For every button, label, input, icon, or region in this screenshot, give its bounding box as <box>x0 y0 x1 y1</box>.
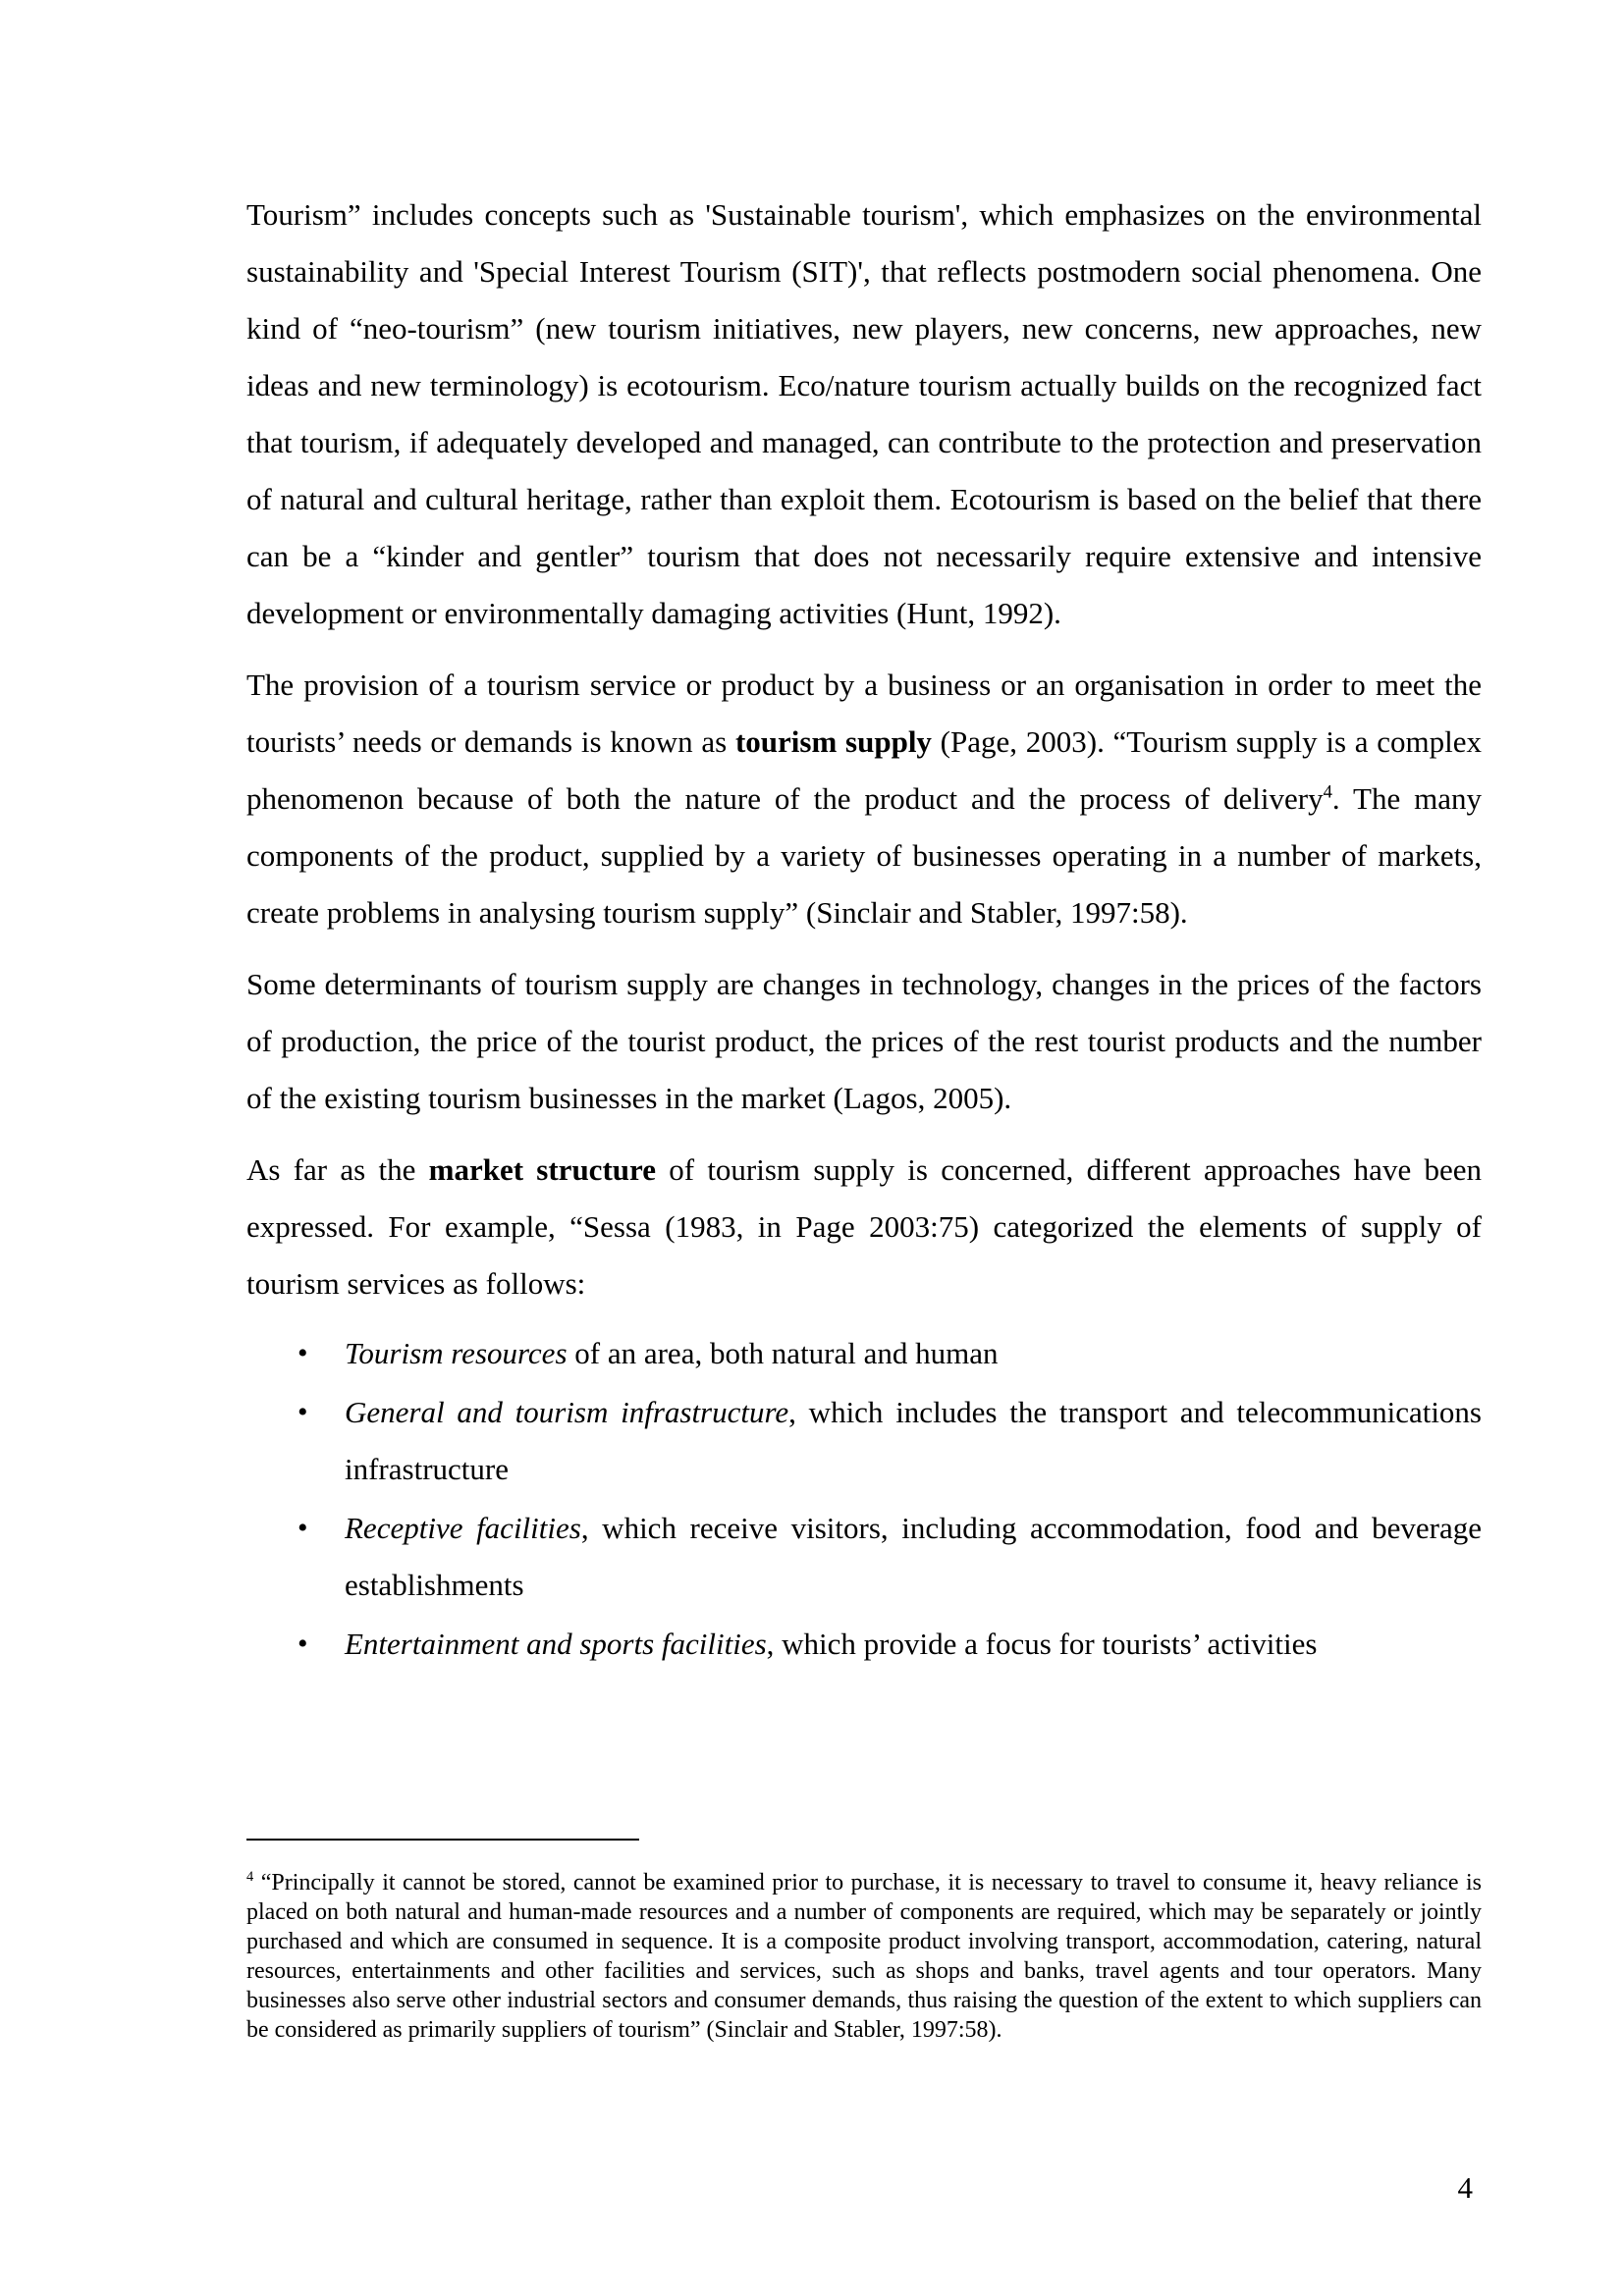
term-tourism-supply: tourism supply <box>734 724 932 759</box>
page-number: 4 <box>1457 2170 1473 2205</box>
paragraph-tourism-supply <box>246 657 1482 941</box>
paragraph-text: As far as the <box>246 1152 429 1187</box>
paragraph-market-structure <box>246 1142 1482 1312</box>
list-item-term: Tourism resources <box>345 1336 568 1370</box>
footnote-separator <box>246 1839 639 1841</box>
bullet-icon: • <box>298 1628 308 1660</box>
list-item <box>246 1325 1482 1382</box>
paragraph-text: Some determinants of tourism supply are changes in technology, changes in the prices of the factors of production, the price of the tourist product, the prices of the rest tourist products and the number of the existing tourism businesses in the market (Lagos, 2005). <box>246 967 1482 1115</box>
list-item-text: , which includes the transport and telecommunications infrastructure <box>345 1395 1482 1486</box>
paragraph-text: . The many components of the product, supplied by a variety of businesses operating in a number of markets, create problems in analysing tourism supply” (Sinclair and Stabler, 1997:58). <box>246 781 1482 930</box>
list-item <box>246 1384 1482 1498</box>
supply-elements-list <box>246 1325 1482 1673</box>
paragraph-tourism-concepts <box>246 187 1482 642</box>
paragraph-text: The provision of a tourism service or product by a business or an organisation in order to meet the tourists’ needs or demands is known as <box>246 667 1482 759</box>
list-item <box>246 1616 1482 1673</box>
list-item-text: of an area, both natural and human <box>567 1336 999 1370</box>
list-item-term: Receptive facilities <box>345 1511 581 1545</box>
bullet-icon: • <box>298 1337 308 1369</box>
bullet-icon: • <box>298 1512 308 1544</box>
bullet-icon: • <box>298 1396 308 1428</box>
list-item-term: General and tourism infrastructure <box>345 1395 789 1429</box>
list-item-term: Entertainment and sports facilities <box>345 1627 767 1661</box>
list-item <box>246 1500 1482 1614</box>
term-market-structure: market structure <box>428 1152 656 1187</box>
page-body <box>246 187 1482 1675</box>
paragraph-supply-determinants <box>246 956 1482 1127</box>
footnote-reference: 4 <box>1323 781 1332 803</box>
footnote <box>246 1868 1482 2045</box>
paragraph-text: (Page, 2003). “Tourism supply is a complex phenomenon because of both the nature of the product and the process of delivery <box>246 724 1482 816</box>
list-item-text: , which provide a focus for tourists’ activities <box>766 1627 1318 1661</box>
paragraph-text: Tourism” includes concepts such as 'Sustainable tourism', which emphasizes on the environmental sustainability and 'Special Interest Tourism (SIT)', that reflects postmodern social phenomena. One kind of “neo-tourism” (new tourism initiatives, new players, new concerns, new approaches, new ideas and new terminology) is ecotourism. Eco/nature tourism actually builds on the recognized fact that tourism, if adequately developed and managed, can contribute to the protection and preservation of natural and cultural heritage, rather than exploit them. Ecotourism is based on the belief that there can be a “kinder and gentler” tourism that does not necessarily require extensive and intensive development or environmentally damaging activities (Hunt, 1992). <box>246 197 1482 630</box>
footnote-text: “Principally it cannot be stored, cannot be examined prior to purchase, it is necessary to travel to consume it, heavy reliance is placed on both natural and human-made resources and a number of components are required, which may be separately or jointly purchased and which are consumed in sequence. It is a composite product involving transport, accommodation, catering, natural resources, entertainments and other facilities and services, such as shops and banks, travel agents and tour operators. Many businesses also serve other industrial sectors and consumer demands, thus raising the question of the extent to which suppliers can be considered as primarily suppliers of tourism” (Sinclair and Stabler, 1997:58). <box>246 1870 1482 2043</box>
footnote-number: 4 <box>246 1869 254 1885</box>
list-item-text: , which receive visitors, including accommodation, food and beverage establishments <box>345 1511 1482 1602</box>
paragraph-text: of tourism supply is concerned, different approaches have been expressed. For example, “Sessa (1983, in Page 2003:75) categorized the elements of supply of tourism services as follows: <box>246 1152 1482 1301</box>
